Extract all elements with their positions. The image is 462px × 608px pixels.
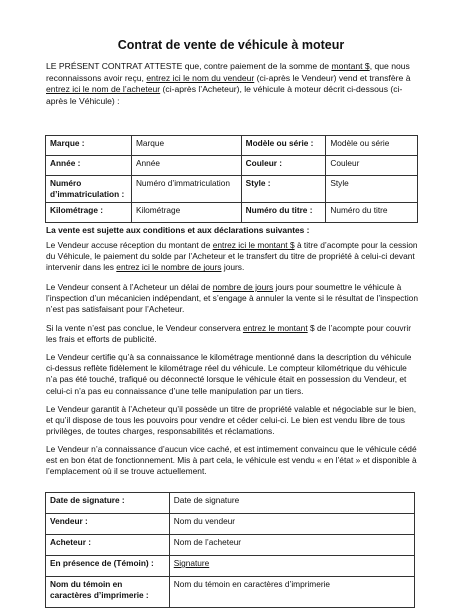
clause-text: Si la vente n’est pas conclue, le Vendeur conservera	[46, 323, 243, 333]
year-field[interactable]: Année	[131, 156, 241, 176]
table-row	[46, 203, 418, 223]
title-number-field[interactable]: Numéro du titre	[326, 203, 418, 223]
vehicle-specs-table	[45, 135, 418, 223]
year-label: Année :	[46, 156, 132, 176]
witness-label: En présence de (Témoin) :	[46, 556, 170, 577]
inspection-days-field[interactable]: nombre de jours	[212, 282, 274, 292]
table-row	[46, 514, 415, 535]
witness-name-label: Nom du témoin en caractères d’imprimerie :	[46, 577, 170, 608]
buyer-name-field[interactable]: entrez ici le nom de l’acheteur	[46, 84, 161, 95]
conditions-heading: La vente est sujette aux conditions et aux déclarations suivantes :	[46, 225, 310, 235]
clause-text: Le Vendeur consent à l’Acheteur un délai de	[46, 282, 213, 292]
table-row	[46, 493, 415, 514]
signature-date-label: Date de signature :	[46, 493, 170, 514]
clause-text: à titre d’acompte pour la cession du Véhicule, le paiement du solde par l’Acheteur et le transfert du titre de propriété à celui-ci devant intervenir dans les	[46, 240, 418, 273]
seller-field[interactable]: Nom du vendeur	[169, 514, 414, 535]
mileage-field[interactable]: Kilométrage	[131, 203, 241, 223]
days-count-field[interactable]: entrez ici le nombre de jours	[116, 262, 222, 273]
deposit-amount-field[interactable]: entrez ici le montant $	[212, 240, 295, 250]
document-title: Contrat de vente de véhicule à moteur	[117, 38, 345, 52]
style-label: Style :	[241, 176, 326, 203]
clause-inspection	[46, 282, 418, 316]
mileage-label: Kilométrage :	[46, 203, 132, 223]
clause-text: jours.	[221, 262, 245, 273]
clause-odometer: Le Vendeur certifie qu’à sa connaissance le kilométrage mentionné dans la description du véhicule ci-dessus reflète fidèlement le kilométrage réel du véhicule. Le compteur kilométrique du véhicule n’a pas été touché, trafiqué ou déconnecté lorsque le véhicule était en possession du Vendeur, et celui-ci n’a pas eu connaissance d’une telle manipulation par un tiers.	[46, 352, 412, 396]
table-row	[46, 535, 415, 556]
table-row	[46, 136, 418, 156]
make-label: Marque :	[46, 136, 132, 156]
amount-field[interactable]: montant $	[331, 61, 370, 71]
intro-paragraph	[46, 61, 416, 107]
table-row	[46, 556, 415, 577]
color-field[interactable]: Couleur	[326, 156, 418, 176]
clause-title-warranty: Le Vendeur garantit à l’Acheteur qu’il possède un titre de propriété valable et négociable sur le bien, et qu’il dispose de tous les pouvoirs pour vendre et céder celui-ci. Le bien est vendu libre de tous privilèges, de toutes charges, responsabilités et réclamations.	[46, 404, 417, 437]
seller-label: Vendeur :	[46, 514, 170, 535]
intro-text-4: (ci-après l’Acheteur), le véhicule à moteur décrit ci-dessous (ci-après le Véhicule) :	[46, 84, 403, 106]
retained-amount-field[interactable]: entrez le montant	[242, 323, 308, 333]
intro-text-1: LE PRÉSENT CONTRAT ATTESTE que, contre paiement de la somme de	[46, 61, 332, 71]
clause-text: Le Vendeur accuse réception du montant de	[46, 240, 213, 250]
intro-text-3: (ci-après le Vendeur) vend et transfère à	[254, 72, 411, 83]
buyer-label: Acheteur :	[46, 535, 170, 556]
clause-text: jours pour soumettre le véhicule à l’inspection d’un mécanicien indépendant, et s’engage à annuler la vente si le résultat de l’inspection n’est pas satisfaisant pour l’Acheteur.	[46, 282, 419, 315]
witness-signature-field[interactable]: Signature	[173, 558, 210, 568]
title-number-label: Numéro du titre :	[241, 203, 326, 223]
buyer-field[interactable]: Nom de l’acheteur	[169, 535, 414, 556]
table-row	[46, 156, 418, 176]
seller-name-field[interactable]: entrez ici le nom du vendeur	[146, 72, 255, 83]
registration-label: Numéro d’immatriculation :	[46, 176, 132, 203]
signature-date-field[interactable]: Date de signature	[169, 493, 414, 514]
color-label: Couleur :	[241, 156, 326, 176]
table-row	[46, 176, 418, 203]
clause-condition: Le Vendeur n’a connaissance d’aucun vice caché, et est intimement convaincu que le véhicule cédé est en bon état de fonctionnement. Mis à part cela, le véhicule est vendu « en l’état » et disponible à l’emplacement où il se trouve actuellement.	[46, 444, 417, 477]
model-label: Modèle ou série :	[241, 136, 326, 156]
witness-name-field[interactable]: Nom du témoin en caractères d’imprimerie	[169, 577, 414, 608]
witness-signature-cell	[169, 556, 414, 577]
signature-table	[45, 492, 415, 608]
clause-text: $ de l’acompte pour couvrir les frais et efforts de publicité.	[46, 323, 411, 345]
registration-field[interactable]: Numéro d’immatriculation	[131, 176, 241, 203]
clause-deposit	[46, 240, 418, 274]
model-field[interactable]: Modèle ou série	[326, 136, 418, 156]
clause-retention	[46, 323, 418, 345]
make-field[interactable]: Marque	[131, 136, 241, 156]
intro-text-2: , que nous reconnaissons avoir reçu,	[46, 61, 410, 83]
style-field[interactable]: Style	[326, 176, 418, 203]
table-row	[46, 577, 415, 608]
